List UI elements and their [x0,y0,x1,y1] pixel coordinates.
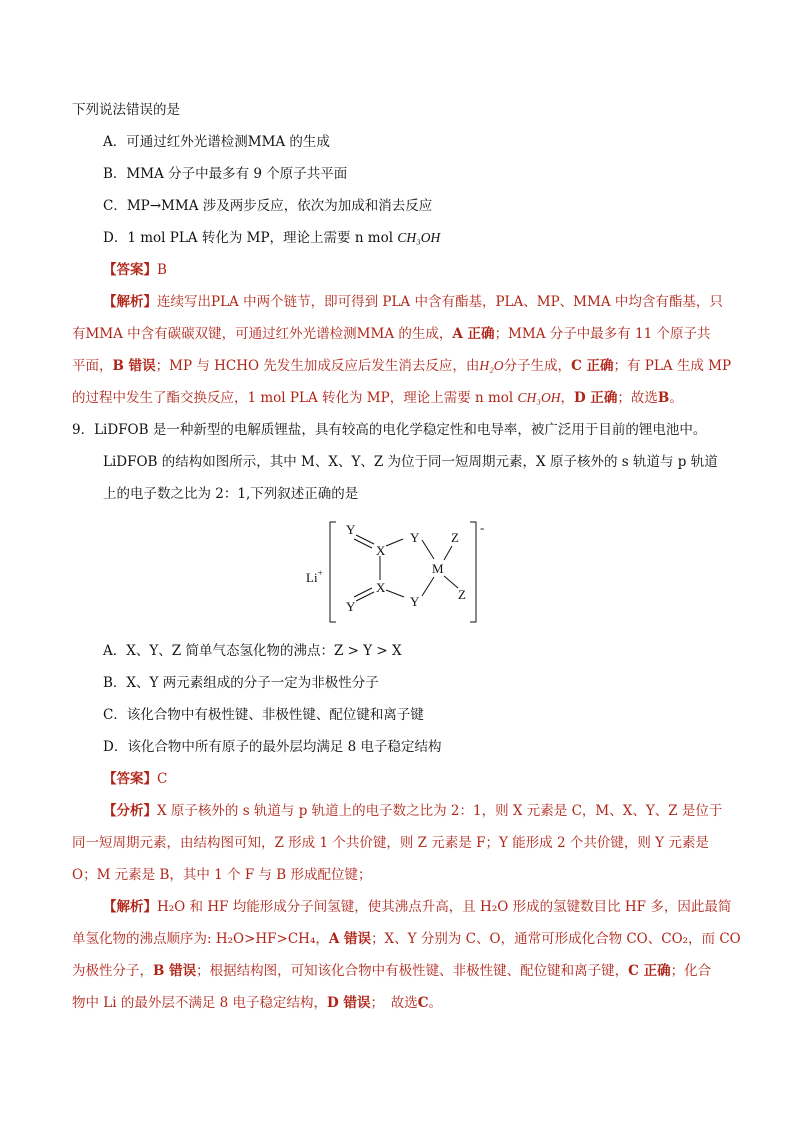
bond-x-y-top [386,539,403,546]
atom-y-bottom: Y [410,594,420,609]
q9-fenxi-line-2: 同一短周期元素，由结构图可知，Z 形成 1 个共价键，则 Z 元素是 F；Y 能形成 2 个共价键，则 Y 元素是 [72,835,709,851]
q9-option-b: B．X、Y 两元素组成的分子一定为非极性分子 [103,675,379,691]
right-bracket [470,522,476,622]
bond-y-m-top [422,540,434,559]
q9-answer: 【答案】C [103,771,168,787]
q8-option-b: B．MMA 分子中最多有 9 个原子共平面 [103,166,348,182]
bond-x-y-bottom [386,590,404,597]
bond-y-m-bottom [422,577,434,596]
atom-y-bottom-left: Y [346,599,356,614]
q8-analysis-line-2: 有MMA 中含有碳碳双键，可通过红外光谱检测MMA 的生成，A 正确；MMA 分子中最多有 11 个原子共 [72,326,711,342]
anion-charge: - [480,520,485,535]
q9-jiexi-line-1: 【解析】H₂O 和 HF 均能形成分子间氢键，使其沸点升高，且 H₂O 形成的氢键数目比 HF 多，因此最简 [103,899,732,915]
q9-stem-line-1: 9．LiDFOB 是一种新型的电解质锂盐，具有较高的电化学稳定性和电导率，被广泛用于目前的锂电池中。 [72,422,707,438]
bond-m-z-bottom [444,576,458,588]
double-bond-bottom-b [354,588,372,597]
double-bond-bottom-a [356,592,374,601]
q8-answer: 【答案】B [103,262,167,278]
lidfob-structure-diagram [300,518,500,628]
double-bond-top-a [356,535,374,544]
q9-option-a: A．X、Y、Z 简单气态氢化物的沸点：Z > Y > X [103,643,402,659]
left-bracket [330,522,336,622]
q8-option-d: D．1 mol PLA 转化为 MP，理论上需要 n mol CH₃OH [103,230,441,246]
atom-z-bottom: Z [458,587,466,602]
q8-stem: 下列说法错误的是 [72,102,180,118]
q9-fenxi-line-1: 【分析】X 原子核外的 s 轨道与 p 轨道上的电子数之比为 2：1，则 X 元素是 C，M、X、Y、Z 是位于 [103,803,723,819]
q9-jiexi-line-4: 物中 Li 的最外层不满足 8 电子稳定结构，D 错误； 故选C。 [72,995,442,1011]
atom-y-top: Y [410,530,420,545]
q9-option-c: C．该化合物中有极性键、非极性键、配位键和离子键 [103,707,424,723]
q9-fenxi-line-3: O；M 元素是 B，其中 1 个 F 与 B 形成配位键； [72,867,372,883]
q8-analysis-line-1: 【解析】连续写出PLA 中两个链节，即可得到 PLA 中含有酯基，PLA、MP、MMA 中均含有酯基，只 [103,294,723,310]
li-ion: Li+ [306,568,323,585]
methanol-formula: CH₃OH [397,230,441,245]
q9-stem-line-3: 上的电子数之比为 2：1,下列叙述正确的是 [103,486,359,502]
atom-y-top-left: Y [346,522,356,537]
q9-jiexi-line-3: 为极性分子，B 错误；根据结构图，可知该化合物中有极性键、非极性键、配位键和离子键，C 正确；化合 [72,963,712,979]
atom-x-top: X [376,543,386,558]
q8-analysis-line-4: 的过程中发生了酯交换反应，1 mol PLA 转化为 MP，理论上需要 n mol CH₃OH，D 正确；故选B。 [72,390,683,406]
q8-option-a: A．可通过红外光谱检测MMA 的生成 [103,134,330,150]
double-bond-top-b [354,539,372,548]
q8-option-c: C．MP→MMA 涉及两步反应，依次为加成和消去反应 [103,198,433,214]
q9-jiexi-line-2: 单氢化物的沸点顺序为: H₂O>HF>CH₄，A 错误；X、Y 分别为 C、O，通常可形成化合物 CO、CO₂，而 CO [72,931,741,947]
bond-m-z-top [444,546,452,560]
atom-m: M [432,561,444,576]
atom-x-bottom: X [376,580,386,595]
q9-option-d: D．该化合物中所有原子的最外层均满足 8 电子稳定结构 [103,739,442,755]
q9-stem-line-2: LiDFOB 的结构如图所示，其中 M、X、Y、Z 为位于同一短周期元素，X 原子核外的 s 轨道与 p 轨道 [103,454,718,470]
atom-z-top: Z [451,530,459,545]
q8-analysis-line-3: 平面，B 错误；MP 与 HCHO 先发生加成反应后发生消去反应，由H₂O分子生成，C 正确；有 PLA 生成 MP [72,358,732,374]
